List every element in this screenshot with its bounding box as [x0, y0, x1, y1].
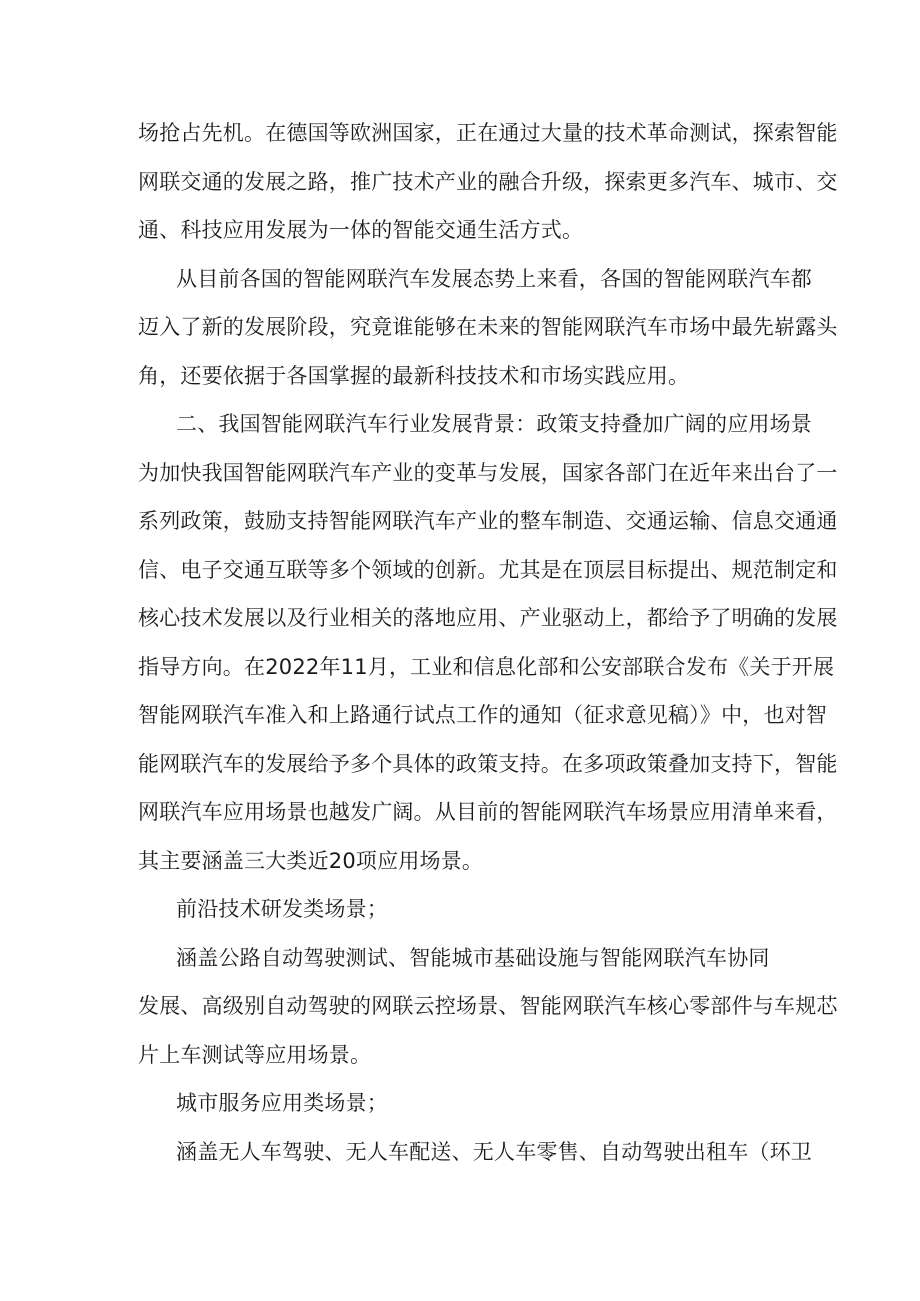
text-line: 发展、高级别自动驾驶的网联云控场景、智能网联汽车核心零部件与车规芯 — [138, 994, 838, 1018]
text-line: 能网联汽车的发展给予多个具体的政策支持。在多项政策叠加支持下，智能 — [138, 752, 838, 776]
text-line: 系列政策，鼓励支持智能网联汽车产业的整车制造、交通运输、信息交通通 — [138, 509, 838, 533]
text-line: 场抢占先机。在德国等欧洲国家，正在通过大量的技术革命测试，探索智能 — [138, 121, 838, 145]
text-line: 涵盖公路自动驾驶测试、智能城市基础设施与智能网联汽车协同 — [176, 946, 770, 970]
text-line: 核心技术发展以及行业相关的落地应用、产业驱动上，都给予了明确的发展 — [138, 606, 838, 630]
text-line: 智能网联汽车准入和上路通行试点工作的通知（征求意见稿）》中，也对智 — [138, 703, 828, 727]
text-line: 从目前各国的智能网联汽车发展态势上来看，各国的智能网联汽车都 — [176, 267, 812, 291]
text-line: 指导方向。在2022年11月，工业和信息化部和公安部联合发布《关于开展 — [138, 655, 835, 679]
text-line: 其主要涵盖三大类近20项应用场景。 — [138, 849, 484, 873]
text-line: 涵盖无人车驾驶、无人车配送、无人车零售、自动驾驶出租车（环卫 — [176, 1140, 812, 1164]
text-line: 片上车测试等应用场景。 — [138, 1043, 372, 1067]
text-line: 网联交通的发展之路，推广技术产业的融合升级，探索更多汽车、城市、交 — [138, 170, 838, 194]
text-line: 角，还要依据于各国掌握的最新科技技术和市场实践应用。 — [138, 364, 690, 388]
text-line: 通、科技应用发展为一体的智能交通生活方式。 — [138, 218, 584, 242]
subheading: 前沿技术研发类场景； — [176, 897, 388, 921]
text-line: 迈入了新的发展阶段，究竟谁能够在未来的智能网联汽车市场中最先崭露头 — [138, 315, 838, 339]
section-heading: 二、我国智能网联汽车行业发展背景：政策支持叠加广阔的应用场景 — [176, 412, 812, 436]
subheading: 城市服务应用类场景； — [176, 1091, 388, 1115]
text-line: 信、电子交通互联等多个领域的创新。尤其是在顶层目标提出、规范制定和 — [138, 558, 838, 582]
text-line: 为加快我国智能网联汽车产业的变革与发展，国家各部门在近年来出台了一 — [138, 461, 838, 485]
text-line: 网联汽车应用场景也越发广阔。从目前的智能网联汽车场景应用清单来看， — [138, 800, 838, 824]
